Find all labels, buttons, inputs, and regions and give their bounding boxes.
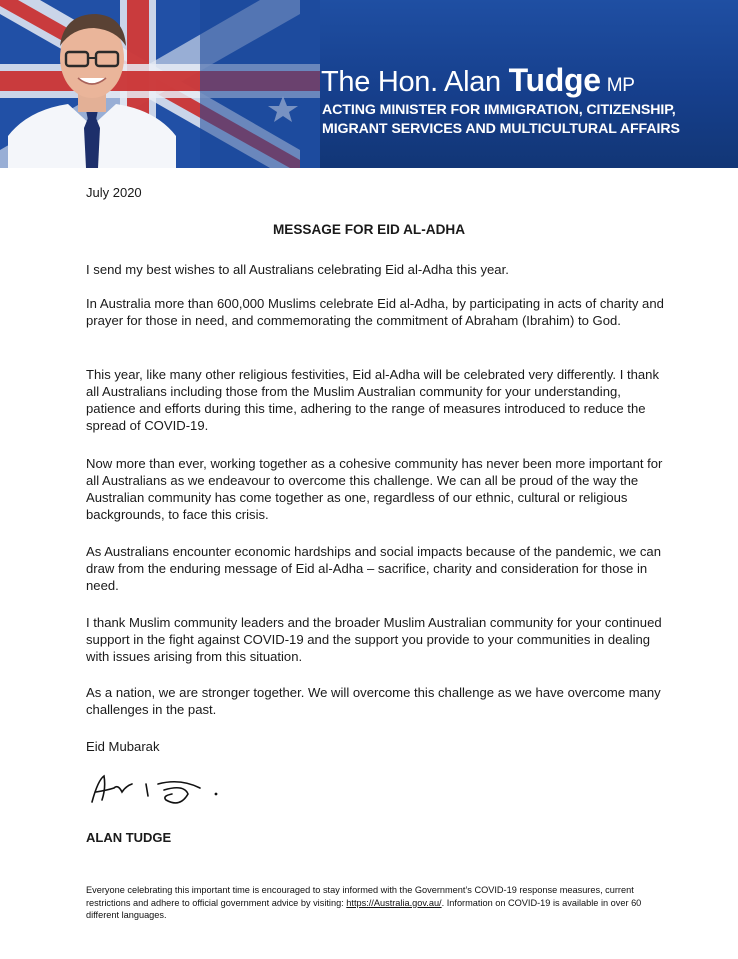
paragraph-6: I thank Muslim community leaders and the broader Muslim Australian community for your continued support in the fight against COVID-19 and the support you provide to your communities in dealing with issues arising from this situation. [86, 615, 662, 664]
name-surname: Tudge [508, 62, 601, 98]
footer-text-after: . Information on COVID-19 is available in over 60 different languages. [86, 897, 642, 921]
paragraph-1: I send my best wishes to all Australians celebrating Eid al-Adha this year. [86, 262, 509, 277]
paragraph-7: As a nation, we are stronger together. We will overcome this challenge as we have overcome many challenges in the past. [86, 685, 661, 717]
letterhead-banner [0, 0, 738, 168]
role-line-1: ACTING MINISTER FOR IMMIGRATION, CITIZENSHIP, [322, 102, 676, 118]
name-prefix: The Hon. Alan [321, 66, 509, 98]
signer-name: ALAN TUDGE [86, 830, 172, 845]
paragraph-2: In Australia more than 600,000 Muslims celebrate Eid al-Adha, by participating in acts of charity and prayer for those in need, and commemorating the commitment of Abraham (Ibrahim) to God. [86, 296, 664, 328]
footer-notice [86, 884, 666, 922]
letter-date: July 2020 [86, 185, 142, 200]
minister-portrait [8, 6, 176, 168]
role-line-2: MIGRANT SERVICES AND MULTICULTURAL AFFAIRS [322, 121, 680, 137]
paragraph-5: As Australians encounter economic hardships and social impacts because of the pandemic, we can draw from the enduring message of Eid al-Adha – sacrifice, charity and consideration for those in need. [86, 544, 661, 593]
minister-role [322, 101, 732, 139]
footer-text-before: Everyone celebrating this important time is encouraged to stay informed with the Government’s COVID-19 response measures, current restrictions and adhere to official government advice by visiting: [86, 885, 634, 908]
closing-line: Eid Mubarak [86, 739, 160, 754]
minister-name [321, 62, 635, 98]
paragraph-4: Now more than ever, working together as a cohesive community has never been more important for all Australians as we endeavour to overcome this challenge. We can all be proud of the way the Australian community has come together as one, regardless of our ethnic, cultural or religious backgrounds, to face this crisis. [86, 456, 663, 522]
letter-title: MESSAGE FOR EID AL-ADHA [272, 222, 466, 237]
government-website-link[interactable]: https://Australia.gov.au/ [346, 897, 442, 908]
post-nominal: MP [606, 75, 635, 96]
paragraph-3: This year, like many other religious festivities, Eid al-Adha will be celebrated very differently. I thank all Australians including those from the Muslim Australian community for your understanding, patience and efforts during this time, adhering to the range of measures introduced to reduce the spread of COVID-19. [86, 367, 659, 433]
handwritten-signature [88, 770, 228, 810]
